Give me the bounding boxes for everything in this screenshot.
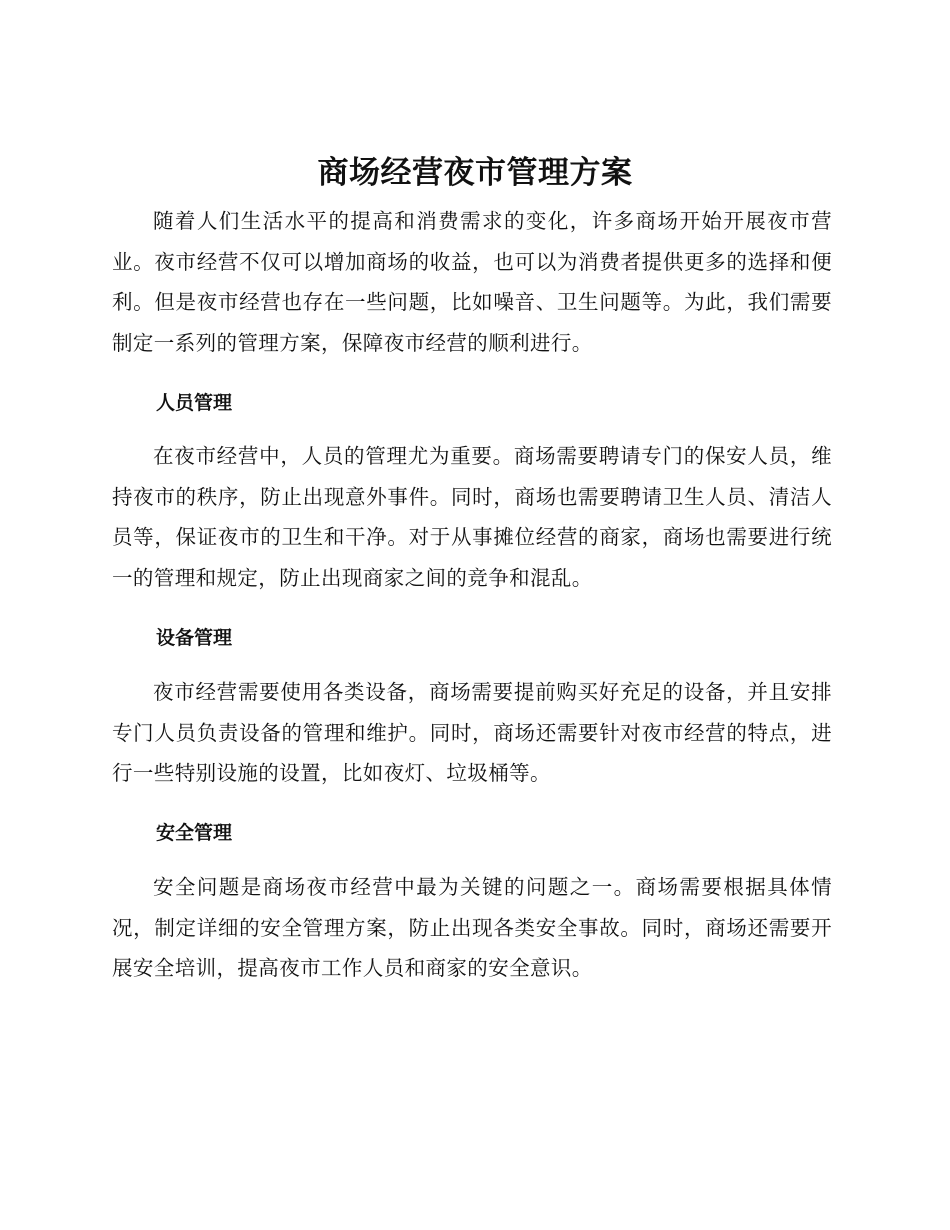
section-heading-safety-management: 安全管理 bbox=[156, 822, 233, 844]
intro-paragraph: 随着人们生活水平的提高和消费需求的变化，许多商场开始开展夜市营业。夜市经营不仅可以增加商场的收益，也可以为消费者提供更多的选择和便利。但是夜市经营也存在一些问题，比如噪音、卫生问题等。为此，我们需要制定一系列的管理方案，保障夜市经营的顺利进行。 bbox=[112, 209, 832, 355]
document-title: 商场经营夜市管理方案 bbox=[317, 155, 633, 191]
section-body-safety-management: 安全问题是商场夜市经营中最为关键的问题之一。商场需要根据具体情况，制定详细的安全管理方案，防止出现各类安全事故。同时，商场还需要开展安全培训，提高夜市工作人员和商家的安全意识。 bbox=[112, 875, 832, 980]
section-body-equipment-management: 夜市经营需要使用各类设备，商场需要提前购买好充足的设备，并且安排专门人员负责设备的管理和维护。同时，商场还需要针对夜市经营的特点，进行一些特别设施的设置，比如夜灯、垃圾桶等。 bbox=[112, 680, 832, 785]
section-heading-staff-management: 人员管理 bbox=[156, 392, 233, 414]
section-heading-equipment-management: 设备管理 bbox=[156, 627, 233, 649]
section-body-staff-management: 在夜市经营中，人员的管理尤为重要。商场需要聘请专门的保安人员，维持夜市的秩序，防止出现意外事件。同时，商场也需要聘请卫生人员、清洁人员等，保证夜市的卫生和干净。对于从事摊位经营的商家，商场也需要进行统一的管理和规定，防止出现商家之间的竞争和混乱。 bbox=[112, 444, 832, 590]
